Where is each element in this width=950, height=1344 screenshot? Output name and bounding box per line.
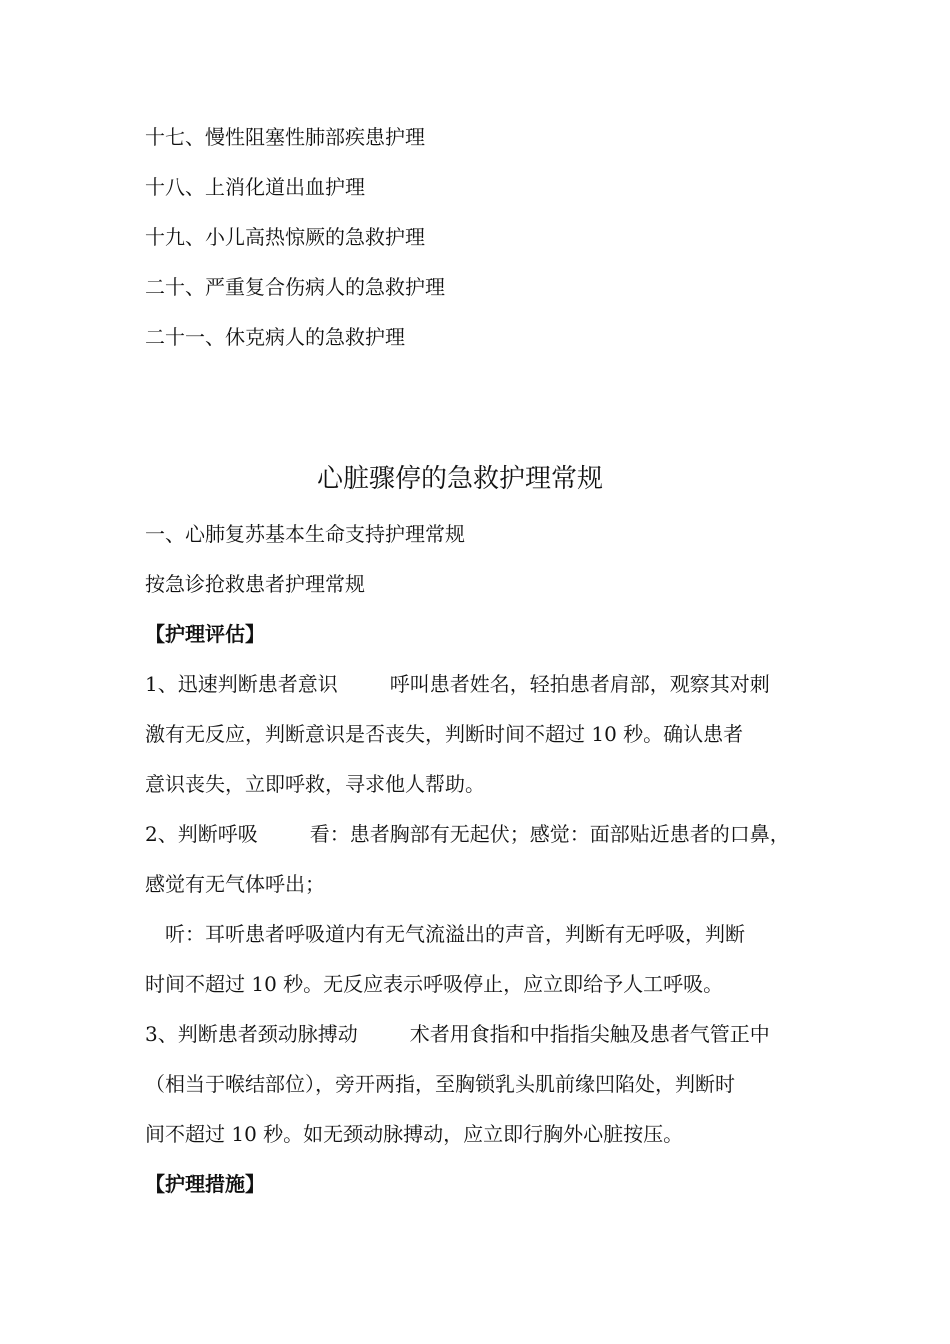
paragraph-line: 时间不超过 10 秒。无反应表示呼吸停止，应立即给予人工呼吸。 <box>145 972 724 996</box>
section-body <box>145 516 810 1216</box>
assessment-label: 【护理评估】 <box>145 622 265 646</box>
item-text: 术者用食指和中指指尖触及患者气管正中 <box>409 1022 770 1046</box>
paragraph-line: 意识丧失，立即呼救，寻求他人帮助。 <box>145 772 485 796</box>
paragraph-line <box>145 1016 810 1066</box>
toc-item: 二十、严重复合伤病人的急救护理 <box>145 275 445 299</box>
item-text: 呼叫患者姓名，轻拍患者肩部，观察其对刺 <box>389 672 770 696</box>
paragraph-line: 激有无反应，判断意识是否丧失，判断时间不超过 10 秒。确认患者 <box>145 722 744 746</box>
paragraph-line <box>145 666 810 716</box>
table-of-contents <box>145 119 825 369</box>
paragraph-line: 间不超过 10 秒。如无颈动脉搏动，应立即行胸外心脏按压。 <box>145 1122 684 1146</box>
toc-item: 十七、慢性阻塞性肺部疾患护理 <box>145 125 425 149</box>
item-title: 3、判断患者颈动脉搏动 <box>145 1022 358 1046</box>
measures-label: 【护理措施】 <box>145 1172 265 1196</box>
item-title: 1、迅速判断患者意识 <box>145 672 338 696</box>
section-subheading: 按急诊抢救患者护理常规 <box>145 572 365 596</box>
toc-item: 十九、小儿高热惊厥的急救护理 <box>145 225 425 249</box>
toc-item: 二十一、休克病人的急救护理 <box>145 325 405 349</box>
item-text: 看：患者胸部有无起伏；感觉：面部贴近患者的口鼻， <box>309 822 790 846</box>
item-title: 2、判断呼吸 <box>145 822 258 846</box>
paragraph-line: （相当于喉结部位），旁开两指，至胸锁乳头肌前缘凹陷处，判断时 <box>145 1072 735 1096</box>
paragraph-line <box>145 816 810 866</box>
paragraph-line: 听：耳听患者呼吸道内有无气流溢出的声音，判断有无呼吸，判断 <box>165 922 745 946</box>
section-heading: 一、心肺复苏基本生命支持护理常规 <box>145 522 465 546</box>
document-title: 心脏骤停的急救护理常规 <box>316 464 603 494</box>
toc-item: 十八、上消化道出血护理 <box>145 175 365 199</box>
paragraph-line: 感觉有无气体呼出； <box>145 872 325 896</box>
